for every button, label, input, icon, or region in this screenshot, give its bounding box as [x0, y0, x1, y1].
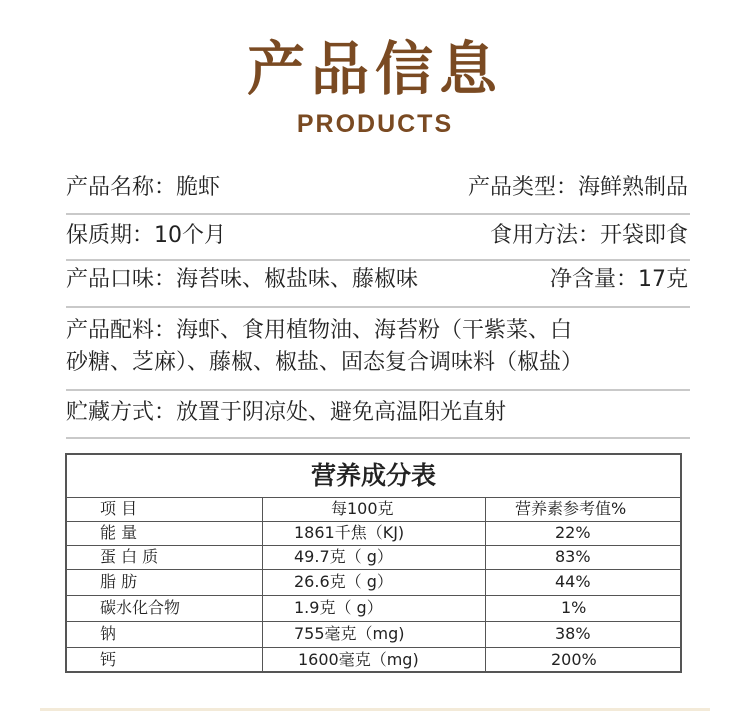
page-subtitle: PRODUCTS: [296, 110, 454, 138]
divider: [66, 213, 690, 215]
row-nrv: 83%: [555, 547, 591, 566]
info-row-3: [66, 265, 688, 295]
ingredients-line-1: 产品配料：海虾、食用植物油、海苔粉（干紫菜、白: [66, 318, 573, 343]
table-line: [485, 497, 486, 671]
row-name: 能 量: [100, 523, 138, 542]
divider: [66, 389, 690, 391]
divider: [66, 306, 690, 308]
row-name: 钙: [100, 650, 117, 669]
row-value: 26.6克（ g）: [294, 572, 393, 591]
row-nrv: 200%: [551, 650, 597, 669]
usage-method: 食用方法：开袋即食: [489, 223, 688, 248]
product-flavor: 产品口味：海苔味、椒盐味、藤椒味: [66, 267, 419, 292]
row-name: 碳水化合物: [100, 598, 181, 617]
product-type: 产品类型：海鲜熟制品: [467, 175, 688, 200]
divider: [66, 259, 690, 261]
row-value: 755毫克（mg): [294, 624, 405, 643]
header-per100g: 每100克: [331, 499, 394, 518]
row-nrv: 38%: [555, 624, 591, 643]
product-name: 产品名称：脆虾: [66, 175, 221, 200]
row-name: 脂 肪: [100, 572, 138, 591]
table-line: [262, 497, 263, 671]
info-row-1: [66, 173, 688, 203]
info-row-2: [66, 221, 688, 251]
row-name: 蛋 白 质: [100, 547, 159, 566]
row-value: 1600毫克（mg): [298, 650, 419, 669]
header-nrv: 营养素参考值%: [515, 499, 627, 518]
ingredients-line-2: 砂糖、芝麻）、藤椒、椒盐、固态复合调味料（椒盐）: [66, 350, 584, 375]
row-value: 49.7克（ g）: [294, 547, 393, 566]
row-value: 1861千焦（KJ): [294, 523, 405, 542]
row-nrv: 44%: [555, 572, 591, 591]
shelf-life: 保质期：10个月: [66, 223, 226, 248]
net-weight: 净含量：17克: [550, 267, 688, 292]
row-name: 钠: [100, 624, 117, 643]
row-nrv: 1%: [561, 598, 587, 617]
divider: [66, 437, 690, 439]
page-title: 产品信息: [246, 35, 503, 103]
header-item: 项 目: [100, 499, 138, 518]
row-nrv: 22%: [555, 523, 591, 542]
row-value: 1.9克（ g）: [294, 598, 383, 617]
nutrition-table-title: 营养成分表: [310, 461, 436, 490]
nutrition-table: [65, 453, 682, 673]
storage-method: 贮藏方式：放置于阴凉处、避免高温阳光直射: [66, 400, 507, 425]
